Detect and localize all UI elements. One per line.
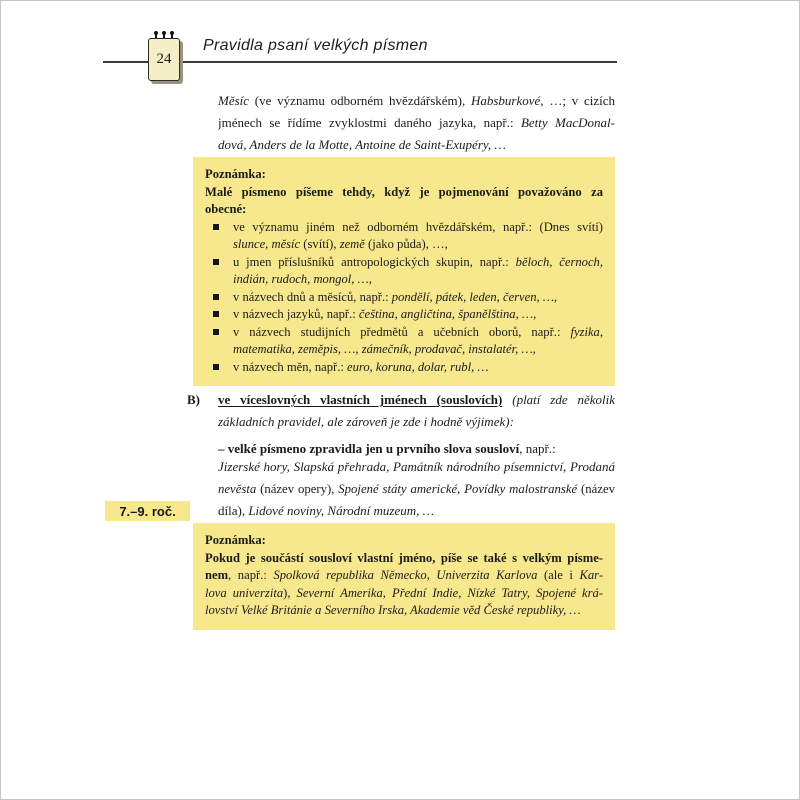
bullet-square-icon [213,259,219,265]
section-b-text [218,389,615,433]
text-line [233,341,603,359]
text-line [218,478,615,500]
bullet-text [233,306,603,324]
bullet-square-icon [213,224,219,230]
text-segment: fyzika, [570,324,603,339]
text-segment: země [339,237,369,251]
text-line [218,90,615,112]
text-segment: Habsburkové [470,93,541,108]
grade-badge: 7.–9. roč. [105,501,190,521]
text-segment: euro, koruna, dolar, rubl, … [347,359,489,374]
text-segment: (svítí), [303,237,340,251]
text-line [205,585,603,603]
bullet-item [213,359,603,377]
text-line [233,359,603,377]
text-segment: jménech se řídíme zvyklostmi daného jazyka, např.: [218,115,521,130]
note-lead [205,184,603,219]
intro-paragraph [218,90,615,156]
text-segment: nevěsta [218,482,261,496]
text-segment: , …; v cizích [540,93,615,108]
text-line [218,500,615,522]
text-segment: (ale i [543,568,580,582]
text-line [233,289,603,307]
text-line [233,219,603,237]
note-box-small-letters [193,157,615,386]
bullet-text [233,289,603,307]
examples-paragraph [218,456,615,522]
text-line [218,389,615,411]
text-segment: , např.: [228,568,274,582]
text-segment: Severní Amerika, Přední Indie, Nízké Tatry, Spojené krá- [296,585,603,600]
text-segment: (název opery), [260,482,339,496]
text-line [233,236,603,254]
text-segment: (název [581,482,615,496]
text-segment: ve významu jiném než odborném hvězdářském, např.: (Dnes svítí) [233,219,603,234]
text-segment: – velké písmeno zpravidla jen u prvního slova sousloví [218,441,520,456]
text-segment: Betty MacDonal- [520,115,615,130]
note-text [205,550,603,620]
bullet-text [233,324,603,359]
text-segment: lovství Velké Británie a Severního Irska, Akademie věd České republiky, … [205,603,581,617]
text-segment: slunce, měsíc [233,237,304,251]
text-line [205,201,603,219]
bullet-item [213,254,603,289]
notepad-icon [147,31,189,85]
text-segment: v názvech jazyků, např.: [233,307,359,321]
bullet-square-icon [213,364,219,370]
text-segment [502,392,512,407]
section-b-marker: B) [187,392,200,407]
note-label: Poznámka: [205,167,266,181]
bullet-square-icon [213,311,219,317]
bullet-square-icon [213,294,219,300]
bullet-text [233,359,603,377]
text-line [205,550,603,568]
text-segment: v názvech měn, např.: [233,359,347,374]
text-segment: nem [205,568,229,582]
bullet-item [213,324,603,359]
page-title: Pravidla psaní velkých písmen [203,37,428,54]
text-segment: v názvech dnů a měsíců, např.: [233,289,392,304]
text-segment: díla), [218,503,249,518]
text-segment: Spolková republika Německo, Univerzita Karlova [273,568,544,582]
text-segment: dová, Anders de la Motte, Antoine de Saint-Exupéry, … [218,137,506,152]
text-segment: (ve významu odborném hvězdářském), [249,93,471,108]
bullet-square-icon [213,329,219,335]
bullet-item [213,219,603,254]
text-line [233,306,603,324]
text-segment: v názvech studijních předmětů a učebních oborů, např.: [233,324,571,339]
note-box-proper-names [193,523,615,630]
text-line [205,184,603,202]
text-segment: běloch, černoch, [515,254,603,269]
text-line [205,602,603,620]
text-line [233,254,603,272]
text-segment: pondělí, pátek, leden, červen, …, [391,289,558,304]
text-line [218,456,615,478]
text-line [218,411,615,433]
bullet-text [233,254,603,289]
text-segment: , např.: [519,441,556,456]
text-segment: Malé písmeno píšeme tehdy, když je pojmenování považováno za [205,184,603,199]
text-segment: čeština, angličtina, španělština, …, [358,307,537,321]
text-segment: lova univerzita [205,585,284,600]
text-segment: Měsíc [218,93,250,108]
text-segment: indián, rudoch, mongol, …, [233,272,372,286]
text-line [233,324,603,342]
text-line [205,567,603,585]
note-label: Poznámka: [205,533,266,547]
text-segment: ), [283,585,297,600]
text-segment: základních pravidel, ale zároveň je zde i hodně výjimek): [218,414,514,429]
text-segment: Kar- [579,568,603,582]
text-segment: Jizerské hory, Slapská přehrada, Památník národního písemnictví, Prodaná [218,459,615,474]
bullet-item [213,289,603,307]
text-line [218,112,615,134]
text-line [218,134,615,156]
text-segment: u jmen příslušníků antropologických skupin, např.: [233,254,516,269]
text-segment: ve víceslovných vlastních jménech (souslovích) [218,392,503,407]
bullet-item [213,306,603,324]
bullet-text [233,219,603,254]
page-number: 24 [156,51,172,67]
text-segment: (platí zde několik [512,392,615,407]
text-segment: matematika, zeměpis, …, zámečník, prodavač, instalatér, …, [233,342,536,356]
text-line [233,271,603,289]
section-b-paragraph [187,389,615,433]
text-segment: Pokud je součástí sousloví vlastní jméno, píše se také s velkým písme- [205,550,603,565]
text-segment: Lidové noviny, Národní muzeum, … [248,503,435,518]
text-segment: (jako půda), …, [368,237,448,251]
text-segment: obecné: [205,202,247,216]
text-segment: Spojené státy americké, Povídky malostranské [338,482,582,496]
page-number-badge [148,38,180,81]
